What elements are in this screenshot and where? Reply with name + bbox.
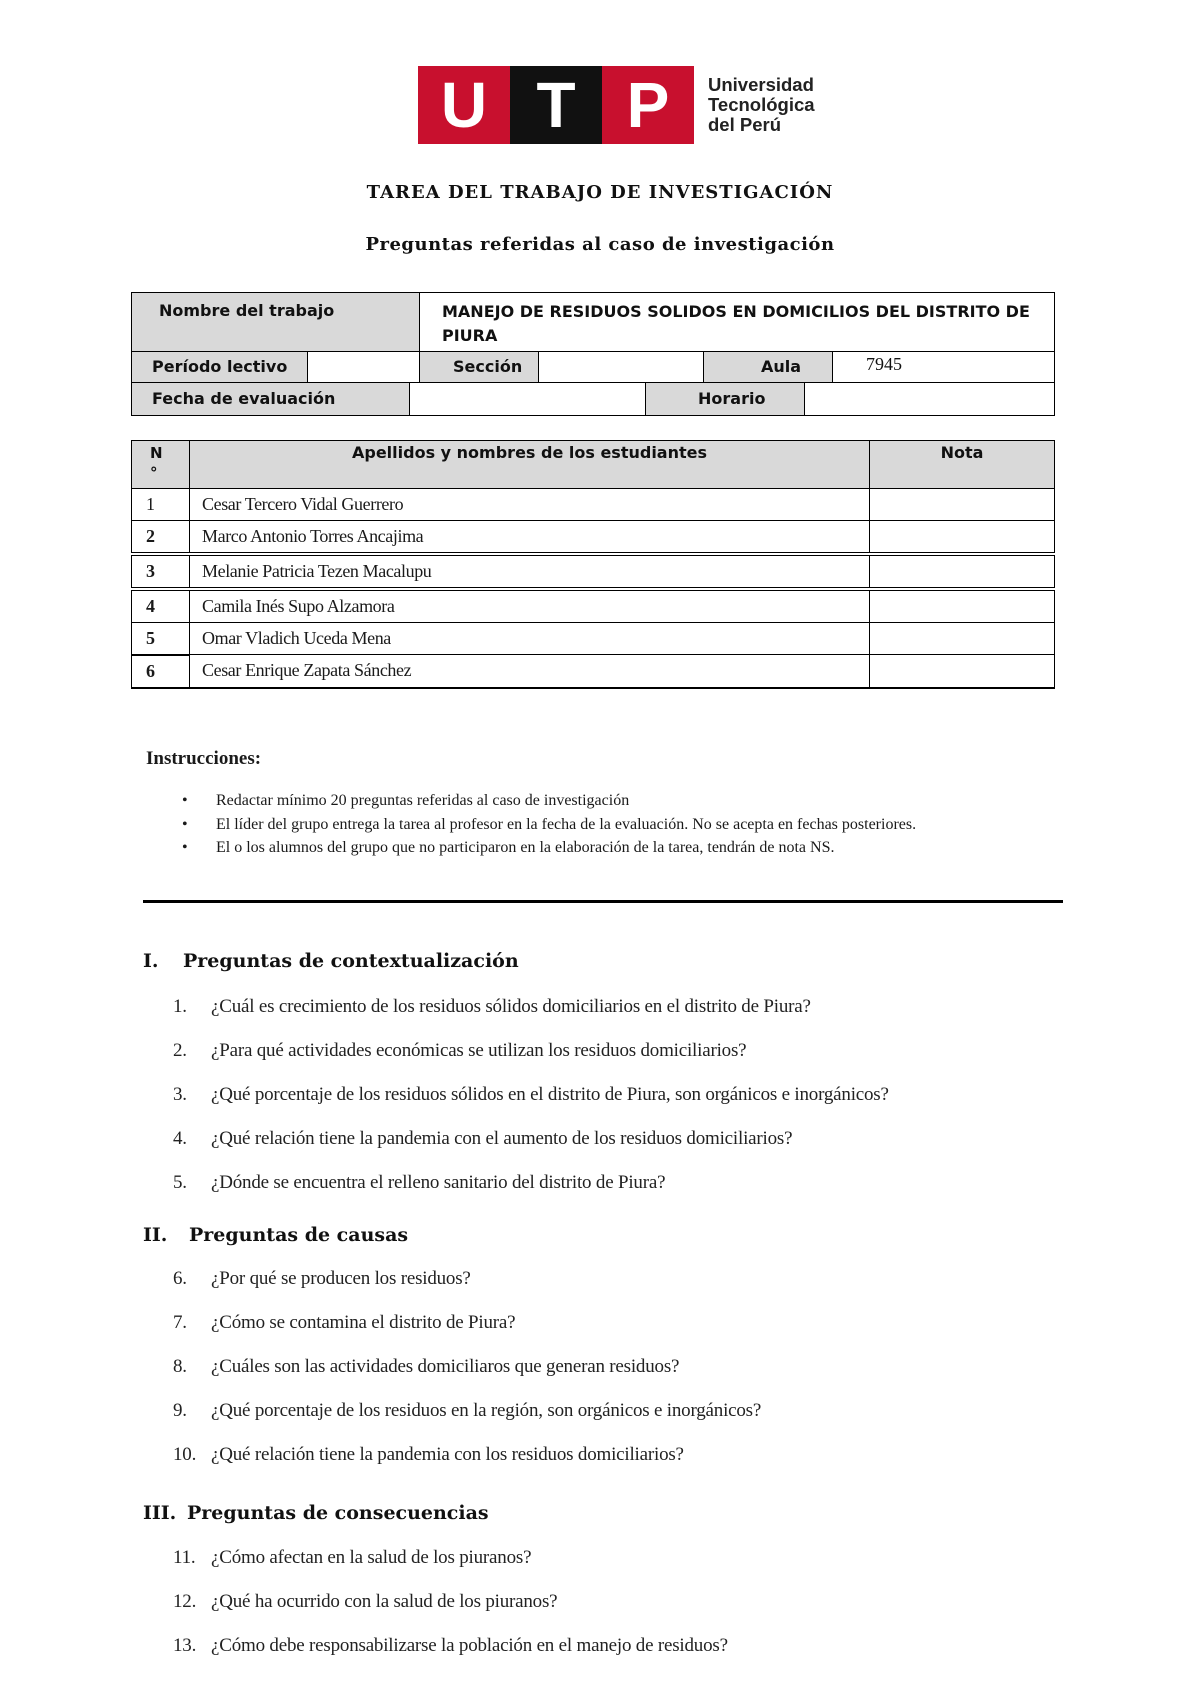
- list-item: [173, 1591, 557, 1613]
- list-item: [173, 1547, 531, 1569]
- list-item: [173, 1444, 684, 1466]
- table-row: [131, 488, 1055, 521]
- divider: [143, 900, 1063, 903]
- logo-name-line-1: Universidad: [708, 74, 814, 95]
- question-text: ¿Qué relación tiene la pandemia con los residuos domiciliarios?: [211, 1444, 684, 1465]
- nombre-label: Nombre del trabajo: [131, 292, 420, 352]
- section-title: Preguntas de causas: [189, 1224, 409, 1246]
- question-number: 11.: [173, 1547, 196, 1568]
- nombre-value: MANEJO DE RESIDUOS SOLIDOS EN DOMICILIOS DEL DISTRITO DE PIURA: [419, 292, 1055, 352]
- question-text: ¿Qué porcentaje de los residuos en la región, son orgánicos e inorgánicos?: [211, 1400, 762, 1421]
- horario-value[interactable]: [804, 382, 1055, 416]
- logo-name: [708, 75, 815, 135]
- question-number: 1.: [173, 996, 187, 1017]
- list-item: • El líder del grupo entrega la tarea al profesor en la fecha de la evaluación. No se acepta en fechas posteriores.: [180, 813, 1055, 837]
- student-number: 6: [131, 654, 190, 689]
- section-heading: [143, 950, 519, 972]
- student-number: 3: [131, 555, 190, 588]
- question-number: 3.: [173, 1084, 187, 1105]
- student-grade[interactable]: [869, 555, 1055, 588]
- logo-letter-u: U: [418, 66, 510, 144]
- horario-label: Horario: [645, 382, 805, 416]
- student-number: 5: [131, 622, 190, 655]
- list-item: [173, 996, 811, 1018]
- section-number: I.: [143, 950, 159, 972]
- utp-logo: [418, 66, 815, 144]
- aula-label: Aula: [703, 351, 833, 383]
- question-number: 13.: [173, 1635, 197, 1656]
- list-item: [173, 1128, 792, 1150]
- question-number: 12.: [173, 1591, 197, 1612]
- instructions-title: Instrucciones:: [146, 748, 262, 769]
- student-number: 2: [131, 520, 190, 553]
- table-row: [131, 555, 1055, 588]
- question-number: 5.: [173, 1172, 187, 1193]
- question-text: ¿Cómo afectan en la salud de los piuranos?: [211, 1547, 532, 1568]
- student-grade[interactable]: [869, 488, 1055, 521]
- section-heading: [143, 1224, 408, 1246]
- list-item: [173, 1400, 761, 1422]
- col-n-label: N °: [150, 444, 163, 482]
- student-grade[interactable]: [869, 520, 1055, 553]
- section-title: Preguntas de contextualización: [183, 950, 519, 972]
- list-item: [173, 1356, 679, 1378]
- document-title: TAREA DEL TRABAJO DE INVESTIGACIÓN: [366, 182, 834, 203]
- student-name: Cesar Enrique Zapata Sánchez: [189, 654, 870, 689]
- periodo-value[interactable]: [307, 351, 420, 383]
- section-heading: [143, 1502, 489, 1524]
- table-row: [131, 622, 1055, 655]
- periodo-label: Período lectivo: [131, 351, 308, 383]
- col-nota-header: Nota: [869, 440, 1055, 489]
- aula-value: 7945: [832, 351, 1055, 383]
- student-name: Camila Inés Supo Alzamora: [189, 590, 870, 623]
- student-grade[interactable]: [869, 622, 1055, 655]
- fecha-label: Fecha de evaluación: [131, 382, 410, 416]
- logo-letter-t: T: [510, 66, 602, 144]
- student-name: Cesar Tercero Vidal Guerrero: [189, 488, 870, 521]
- section-number: III.: [143, 1502, 177, 1524]
- question-number: 9.: [173, 1400, 187, 1421]
- student-number: 4: [131, 590, 190, 623]
- list-item: [173, 1172, 665, 1194]
- table-row: [131, 654, 1055, 689]
- logo-letter-p: P: [602, 66, 694, 144]
- question-text: ¿Cuáles son las actividades domiciliaros que generan residuos?: [211, 1356, 680, 1377]
- question-number: 8.: [173, 1356, 187, 1377]
- question-text: ¿Qué ha ocurrido con la salud de los piuranos?: [211, 1591, 558, 1612]
- document-subtitle: Preguntas referidas al caso de investigación: [365, 234, 835, 255]
- student-name: Omar Vladich Uceda Mena: [189, 622, 870, 655]
- list-item: [173, 1268, 471, 1290]
- logo-name-line-2: Tecnológica: [708, 94, 815, 115]
- question-text: ¿Cómo debe responsabilizarse la población en el manejo de residuos?: [211, 1635, 728, 1656]
- question-number: 2.: [173, 1040, 187, 1061]
- student-name: Melanie Patricia Tezen Macalupu: [189, 555, 870, 588]
- list-item: [173, 1312, 515, 1334]
- seccion-label: Sección: [419, 351, 539, 383]
- seccion-value[interactable]: [538, 351, 704, 383]
- question-text: ¿Qué porcentaje de los residuos sólidos en el distrito de Piura, son orgánicos e inorgánicos?: [211, 1084, 889, 1105]
- student-grade[interactable]: [869, 654, 1055, 689]
- list-item: • El o los alumnos del grupo que no participaron en la elaboración de la tarea, tendrán de nota NS.: [180, 836, 1055, 860]
- col-n-header: [131, 440, 190, 489]
- table-row: [131, 520, 1055, 553]
- question-number: 10.: [173, 1444, 197, 1465]
- section-number: II.: [143, 1224, 168, 1246]
- question-number: 4.: [173, 1128, 187, 1149]
- student-grade[interactable]: [869, 590, 1055, 623]
- col-name-header: Apellidos y nombres de los estudiantes: [189, 440, 870, 489]
- list-item: [173, 1635, 728, 1657]
- instructions-list: [180, 789, 1055, 860]
- question-text: ¿Cuál es crecimiento de los residuos sólidos domiciliarios en el distrito de Piura?: [211, 996, 811, 1017]
- question-text: ¿Cómo se contamina el distrito de Piura?: [211, 1312, 516, 1333]
- question-number: 7.: [173, 1312, 187, 1333]
- question-text: ¿Qué relación tiene la pandemia con el aumento de los residuos domiciliarios?: [211, 1128, 793, 1149]
- logo-name-line-3: del Perú: [708, 114, 781, 135]
- question-text: ¿Para qué actividades económicas se utilizan los residuos domiciliarios?: [211, 1040, 747, 1061]
- question-text: ¿Dónde se encuentra el relleno sanitario del distrito de Piura?: [211, 1172, 666, 1193]
- list-item: [173, 1040, 746, 1062]
- question-text: ¿Por qué se producen los residuos?: [211, 1268, 471, 1289]
- student-name: Marco Antonio Torres Ancajima: [189, 520, 870, 553]
- student-number: 1: [131, 488, 190, 521]
- table-row: [131, 590, 1055, 623]
- fecha-value[interactable]: [409, 382, 646, 416]
- section-title: Preguntas de consecuencias: [187, 1502, 489, 1524]
- question-number: 6.: [173, 1268, 187, 1289]
- list-item: • Redactar mínimo 20 preguntas referidas al caso de investigación: [180, 789, 1055, 813]
- list-item: [173, 1084, 889, 1106]
